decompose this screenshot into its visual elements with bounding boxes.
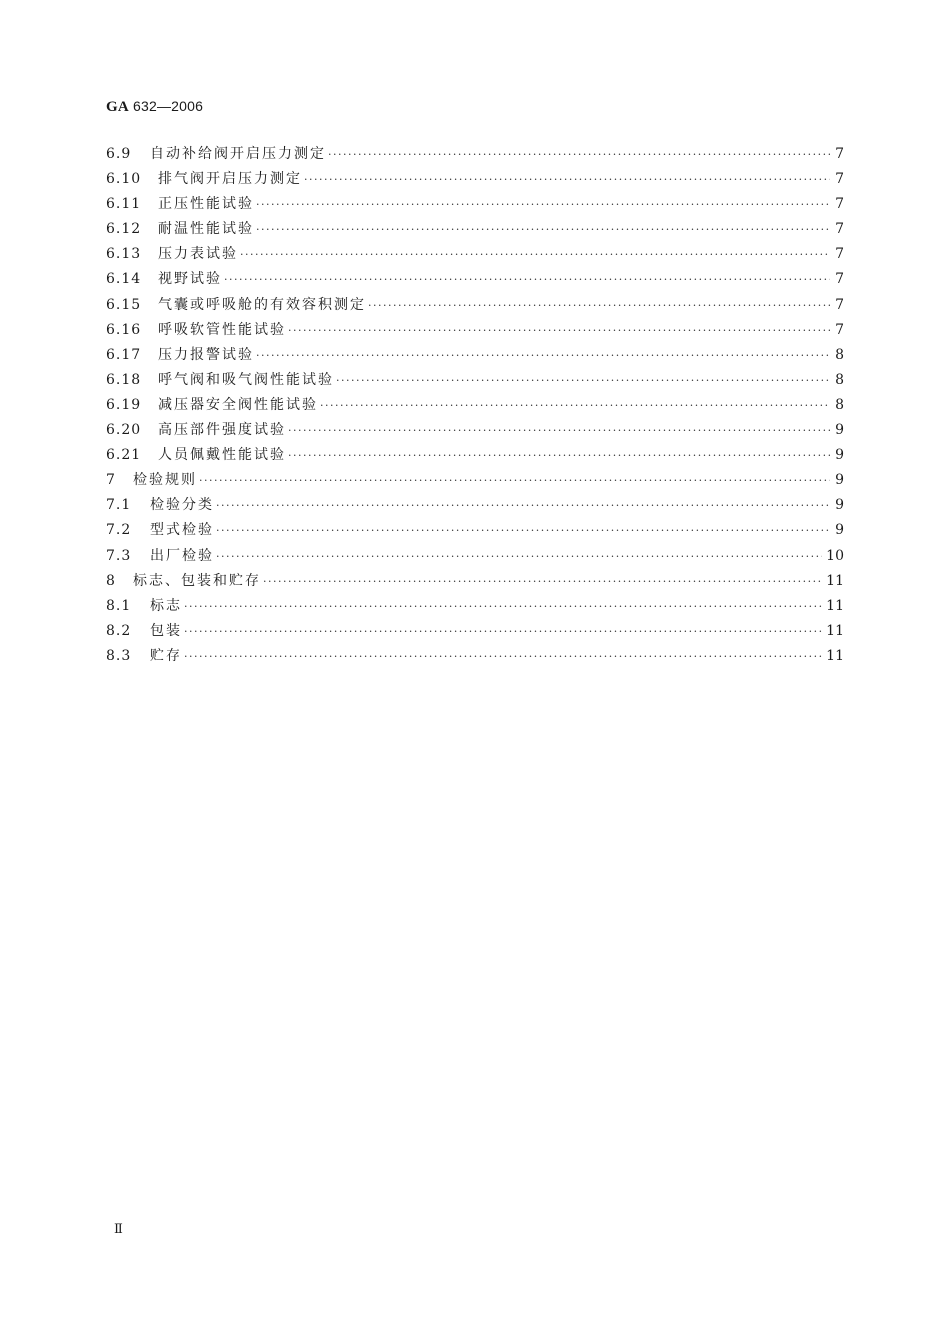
standard-number: 632—2006 (133, 98, 204, 114)
toc-entry-page: 8 (835, 396, 844, 413)
toc-entry-number: 6.18 (106, 371, 142, 388)
toc-entry-page: 9 (835, 447, 844, 464)
toc-entry-title: 压力报警试验 (158, 346, 254, 363)
toc-entry-page: 7 (835, 271, 844, 288)
toc-entry[interactable] (106, 318, 844, 343)
toc-entry-title: 正压性能试验 (158, 196, 254, 213)
toc-dot-leader (328, 142, 830, 167)
toc-entry-page: 10 (826, 547, 844, 564)
toc-entry-page: 11 (826, 622, 844, 639)
toc-entry[interactable] (106, 192, 844, 217)
toc-dot-leader (184, 644, 822, 669)
toc-entry-title: 检验规则 (133, 472, 197, 489)
toc-entry-page: 7 (835, 171, 844, 188)
toc-entry[interactable] (106, 293, 844, 318)
toc-entry-number: 7.3 (106, 547, 132, 564)
toc-entry-number: 8 (106, 572, 116, 589)
toc-entry[interactable] (106, 644, 844, 669)
toc-entry-number: 6.16 (106, 321, 142, 338)
toc-entry-number: 8.3 (106, 647, 132, 664)
toc-entry-page: 8 (835, 346, 844, 363)
toc-entry[interactable] (106, 393, 844, 418)
toc-entry-title: 减压器安全阀性能试验 (158, 396, 318, 413)
toc-entry-title: 标志 (150, 597, 182, 614)
toc-entry[interactable] (106, 619, 844, 644)
toc-entry-number: 6.15 (106, 296, 142, 313)
toc-entry-number: 6.21 (106, 447, 142, 464)
toc-entry[interactable] (106, 594, 844, 619)
toc-dot-leader (263, 569, 822, 594)
toc-dot-leader (304, 167, 830, 192)
toc-dot-leader (199, 468, 830, 493)
toc-entry-title: 自动补给阀开启压力测定 (150, 146, 326, 162)
toc-entry-title: 型式检验 (150, 522, 214, 539)
toc-entry-title: 耐温性能试验 (158, 221, 254, 238)
toc-dot-leader (288, 443, 830, 468)
toc-entry[interactable] (106, 368, 844, 393)
toc-entry-title: 呼吸软管性能试验 (158, 321, 286, 338)
toc-entry[interactable] (106, 493, 844, 518)
toc-entry[interactable] (106, 569, 844, 594)
toc-entry-page: 7 (835, 321, 844, 338)
toc-entry-number: 6.9 (106, 146, 132, 162)
toc-entry-page: 7 (835, 196, 844, 213)
toc-entry-title: 气囊或呼吸舱的有效容积测定 (158, 296, 366, 313)
toc-entry[interactable] (106, 518, 844, 543)
toc-entry[interactable] (106, 167, 844, 192)
toc-entry[interactable] (106, 343, 844, 368)
toc-entry-number: 8.2 (106, 622, 132, 639)
page-header (106, 98, 203, 116)
toc-entry-title: 包装 (150, 622, 182, 639)
toc-dot-leader (256, 217, 830, 242)
toc-dot-leader (184, 619, 822, 644)
toc-dot-leader (256, 192, 830, 217)
toc-dot-leader (256, 343, 830, 368)
toc-dot-leader (224, 267, 830, 292)
toc-entry-page: 9 (835, 522, 844, 539)
toc-entry-title: 视野试验 (158, 271, 222, 288)
toc-entry-title: 标志、包装和贮存 (133, 572, 261, 589)
toc-dot-leader (216, 518, 830, 543)
toc-dot-leader (216, 544, 822, 569)
toc-entry-number: 6.19 (106, 396, 142, 413)
toc-entry-number: 6.17 (106, 346, 142, 363)
toc-dot-leader (368, 293, 830, 318)
toc-entry-number: 7.2 (106, 522, 132, 539)
standard-code: GA (106, 99, 129, 115)
toc-entry-page: 7 (835, 246, 844, 263)
toc-entry-title: 高压部件强度试验 (158, 422, 286, 439)
toc-entry[interactable] (106, 217, 844, 242)
toc-entry[interactable] (106, 242, 844, 267)
toc-entry-number: 7 (106, 472, 116, 489)
toc-entry-page: 7 (835, 296, 844, 313)
toc-entry[interactable] (106, 267, 844, 292)
toc-entry-page: 9 (835, 472, 844, 489)
toc-entry-number: 8.1 (106, 597, 132, 614)
toc-entry-page: 11 (826, 647, 844, 664)
toc-entry[interactable] (106, 468, 844, 493)
toc-entry-title: 压力表试验 (158, 246, 238, 263)
toc-entry-page: 9 (835, 422, 844, 439)
toc-entry[interactable] (106, 443, 844, 468)
toc-dot-leader (216, 493, 830, 518)
toc-dot-leader (336, 368, 830, 393)
toc-entry-number: 6.12 (106, 221, 142, 238)
toc-entry[interactable] (106, 544, 844, 569)
toc-entry-title: 排气阀开启压力测定 (158, 171, 302, 188)
toc-entry-number: 6.20 (106, 422, 142, 439)
toc-entry-title: 检验分类 (150, 497, 214, 514)
toc-entry[interactable] (106, 418, 844, 443)
toc-entry[interactable] (106, 142, 844, 167)
toc-entry-title: 出厂检验 (150, 547, 214, 564)
toc-dot-leader (320, 393, 830, 418)
toc-entry-title: 人员佩戴性能试验 (158, 447, 286, 464)
page-number: Ⅱ (114, 1222, 123, 1237)
toc-dot-leader (240, 242, 830, 267)
toc-entry-number: 6.14 (106, 271, 142, 288)
toc-dot-leader (184, 594, 822, 619)
toc-dot-leader (288, 318, 830, 343)
toc-entry-page: 11 (826, 597, 844, 614)
toc-entry-number: 6.10 (106, 171, 142, 188)
toc-entry-number: 7.1 (106, 497, 132, 514)
toc-entry-title: 呼气阀和吸气阀性能试验 (158, 371, 334, 388)
toc-entry-number: 6.13 (106, 246, 142, 263)
toc-entry-number: 6.11 (106, 196, 142, 213)
table-of-contents (106, 142, 844, 669)
toc-entry-page: 7 (835, 221, 844, 238)
toc-entry-page: 11 (826, 572, 844, 589)
toc-dot-leader (288, 418, 830, 443)
toc-entry-page: 9 (835, 497, 844, 514)
toc-entry-title: 贮存 (150, 647, 182, 664)
toc-entry-page: 7 (835, 146, 844, 162)
toc-entry-page: 8 (835, 371, 844, 388)
